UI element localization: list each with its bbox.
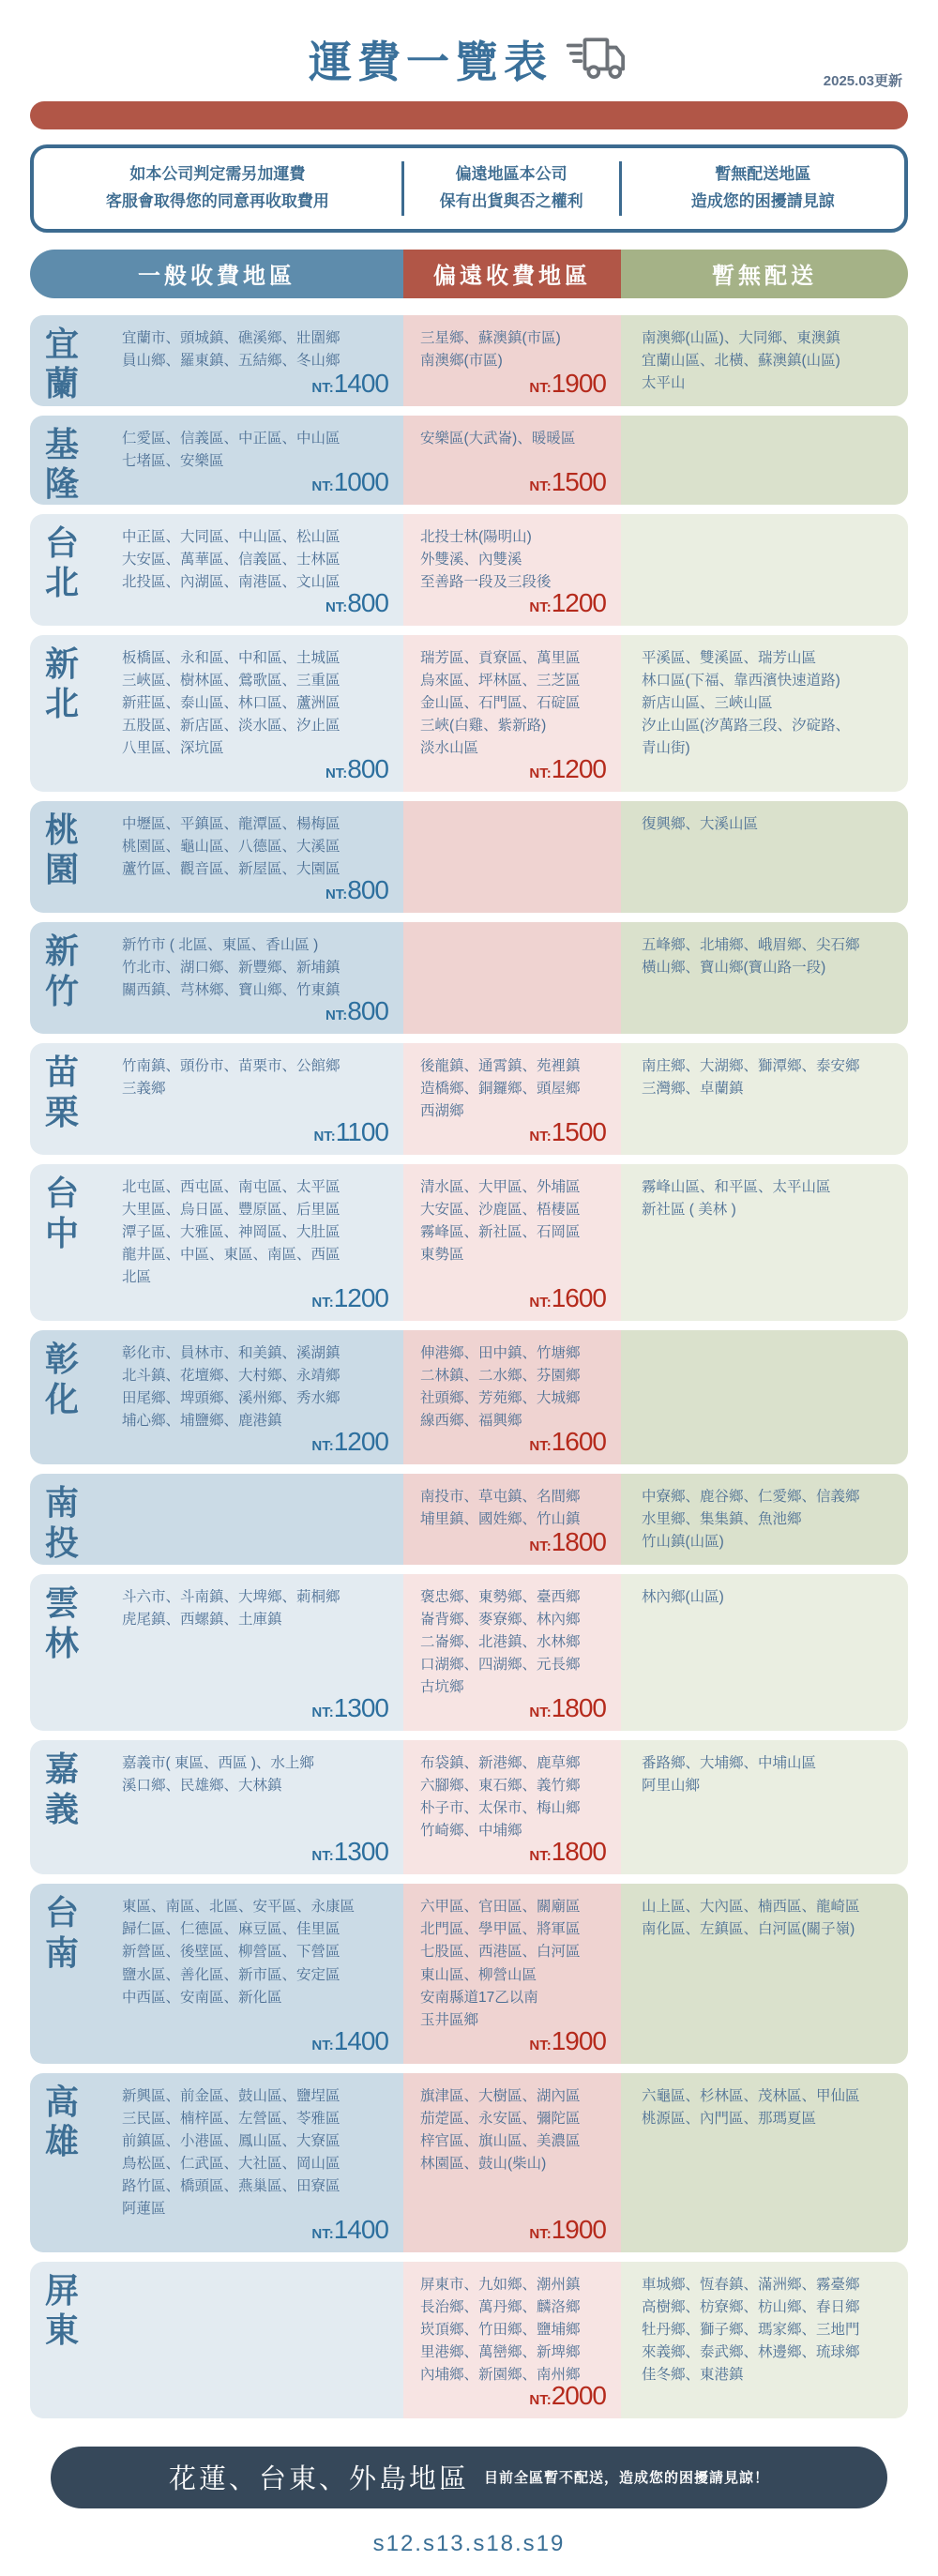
region-row (30, 2073, 908, 2252)
region-label: 宜 蘭 (45, 324, 80, 403)
currency-prefix: NT: (529, 1538, 552, 1555)
region-row (30, 801, 908, 913)
remote-areas: 六甲區、官田區、關廟區 北門區、學甲區、將軍區 七股區、西港區、白河區 東山區、柳營山區 安南縣道17乙以南 玉井區鄉 (420, 1899, 581, 2028)
remote-areas: 清水區、大甲區、外埔區 大安區、沙鹿區、梧棲區 霧峰區、新社區、石岡區 東勢區 (420, 1179, 581, 1264)
remote-price (529, 2215, 606, 2245)
remote-cell (403, 315, 621, 406)
general-areas: 東區、南區、北區、安平區、永康區 歸仁區、仁德區、麻豆區、佳里區 新營區、後壁區、柳營區、下營區 鹽水區、善化區、新市區、安定區 中西區、安南區、新化區 (122, 1899, 356, 2006)
remote-price (529, 1427, 606, 1457)
region-label: 基 隆 (45, 424, 80, 504)
currency-prefix: NT: (311, 1295, 334, 1311)
shipping-fee-page (30, 0, 908, 2557)
note-remote-right (401, 161, 622, 216)
region-label: 新 竹 (45, 932, 80, 1010)
general-cell (30, 416, 403, 505)
note-line: 如本公司判定需另加運費 (129, 165, 306, 183)
remote-price (529, 2026, 606, 2056)
no-delivery-cell (621, 514, 908, 626)
general-cell (30, 1740, 403, 1874)
general-areas (109, 2262, 403, 2418)
remote-cell (403, 1884, 621, 2063)
note-line: 保有出貨與否之權利 (439, 191, 583, 210)
currency-prefix: NT: (529, 599, 552, 615)
remote-cell (403, 1330, 621, 1464)
region-row (30, 514, 908, 626)
remote-areas: 伸港鄉、田中鎮、竹塘鄉 二林鎮、二水鄉、芬園鄉 社頭鄉、芳苑鄉、大城鄉 線西鄉、福興鄉 (420, 1345, 581, 1430)
general-areas: 新興區、前金區、鼓山區、鹽埕區 三民區、楠梓區、左營區、苓雅區 前鎮區、小港區、鳳山區、大寮區 鳥松區、仁武區、大社區、岡山區 路竹區、橋頭區、燕巢區、田寮區 阿蓮區 (122, 2087, 340, 2217)
general-price (325, 996, 388, 1026)
note-no-delivery (622, 161, 905, 216)
price-amount: 800 (347, 996, 388, 1026)
general-cell (30, 514, 403, 626)
no-delivery-areas: 南澳鄉(山區)、大同鄉、東澳鎮 宜蘭山區、北橫、蘇澳鎮(山區) 太平山 (642, 329, 840, 391)
currency-prefix: NT: (529, 765, 552, 781)
price-amount: 1900 (551, 2214, 606, 2244)
column-header-bar (30, 250, 908, 298)
page-title: 運費一覽表 (309, 38, 552, 86)
region-label: 台 中 (45, 1174, 80, 1252)
updated-date: 2025.03更新 (823, 73, 902, 89)
no-delivery-cell (621, 2262, 908, 2418)
price-amount: 1500 (551, 466, 606, 496)
no-delivery-areas (621, 514, 908, 538)
remote-price (529, 2381, 606, 2411)
general-cell (30, 801, 403, 913)
remote-cell (403, 2262, 621, 2418)
no-delivery-areas: 林內鄉(山區) (642, 1589, 724, 1606)
price-amount: 800 (347, 753, 388, 783)
region-row (30, 1474, 908, 1565)
general-cell (30, 2262, 403, 2418)
header-remote-area: 偏遠收費地區 (403, 250, 621, 298)
remote-price (529, 588, 606, 618)
no-delivery-areas: 五峰鄉、北埔鄉、峨眉鄉、尖石鄉 橫山鄉、寶山鄉(寶山路一段) (642, 937, 860, 977)
price-amount: 1400 (333, 368, 388, 398)
region-row (30, 1884, 908, 2063)
currency-prefix: NT: (529, 2037, 552, 2053)
region-label: 南 投 (45, 1483, 80, 1562)
footer-banner (51, 2447, 887, 2508)
footer-note: 目前全區暫不配送，造成您的困擾請見諒！ (484, 2470, 770, 2487)
remote-areas: 褒忠鄉、東勢鄉、臺西鄉 崙背鄉、麥寮鄉、林內鄉 二崙鄉、北港鎮、水林鄉 口湖鄉、四湖鄉、元長鄉 古坑鄉 (420, 1589, 581, 1696)
header-no-delivery: 暫無配送 (621, 250, 908, 298)
remote-cell (403, 922, 621, 1034)
region-row (30, 1164, 908, 1321)
region-row (30, 1574, 908, 1731)
remote-areas: 旗津區、大樹區、湖內區 茄萣區、永安區、彌陀區 梓官區、旗山區、美濃區 林園區、鼓山(柴山) (420, 2087, 581, 2172)
general-cell (30, 2073, 403, 2252)
currency-prefix: NT: (325, 765, 348, 781)
no-delivery-areas: 中寮鄉、鹿谷鄉、仁愛鄉、信義鄉 水里鄉、集集鎮、魚池鄉 竹山鎮(山區) (642, 1489, 860, 1551)
currency-prefix: NT: (313, 1129, 336, 1145)
price-amount: 800 (347, 587, 388, 617)
general-areas: 中壢區、平鎮區、龍潭區、楊梅區 桃園區、龜山區、八德區、大溪區 蘆竹區、觀音區、新屋區、大園區 (122, 815, 340, 878)
general-price (311, 369, 388, 399)
currency-prefix: NT: (311, 2037, 334, 2053)
remote-cell (403, 1474, 621, 1565)
general-cell (30, 315, 403, 406)
general-areas (109, 1474, 403, 1565)
no-delivery-cell (621, 1164, 908, 1321)
note-line: 暫無配送地區 (715, 165, 811, 183)
region-row (30, 2262, 908, 2418)
general-cell (30, 1164, 403, 1321)
currency-prefix: NT: (529, 477, 552, 494)
no-delivery-areas (621, 416, 908, 439)
region-label: 桃 園 (45, 810, 80, 889)
currency-prefix: NT: (529, 1438, 552, 1455)
currency-prefix: NT: (325, 886, 348, 903)
general-cell (30, 1884, 403, 2063)
general-areas: 宜蘭市、頭城鎮、礁溪鄉、壯圍鄉 員山鄉、羅東鎮、五結鄉、冬山鄉 (122, 329, 340, 369)
region-row (30, 315, 908, 406)
no-delivery-areas: 南庄鄉、大湖鄉、獅潭鄉、泰安鄉 三灣鄉、卓蘭鎮 (642, 1058, 860, 1098)
region-label: 嘉 義 (45, 1750, 80, 1828)
price-amount: 1100 (335, 1117, 388, 1147)
price-amount: 1200 (551, 587, 606, 617)
currency-prefix: NT: (311, 2225, 334, 2242)
no-delivery-areas: 霧峰山區、和平區、太平山區 新社區 ( 美林 ) (642, 1179, 831, 1219)
remote-cell (403, 1740, 621, 1874)
currency-prefix: NT: (529, 2225, 552, 2242)
currency-prefix: NT: (311, 1705, 334, 1721)
no-delivery-cell (621, 416, 908, 505)
region-label: 高 雄 (45, 2082, 80, 2161)
price-amount: 1200 (333, 1283, 388, 1313)
region-label: 台 南 (45, 1893, 80, 1972)
no-delivery-cell (621, 1043, 908, 1155)
no-delivery-areas: 山上區、大內區、楠西區、龍崎區 南化區、左鎮區、白河區(關子嶺) (642, 1899, 860, 1938)
price-amount: 1500 (551, 1117, 606, 1147)
general-cell (30, 1330, 403, 1464)
remote-areas (403, 801, 621, 845)
general-price (311, 1427, 388, 1457)
general-cell (30, 1474, 403, 1565)
price-amount: 1900 (551, 368, 606, 398)
general-cell (30, 922, 403, 1034)
notes-box (30, 144, 908, 233)
region-row (30, 1740, 908, 1874)
remote-areas (403, 922, 621, 966)
general-areas: 嘉義市( 東區、西區 )、水上鄉 溪口鄉、民雄鄉、大林鎮 (122, 1755, 314, 1795)
delivery-truck-icon (566, 35, 629, 84)
general-price (311, 1693, 388, 1723)
no-delivery-cell (621, 635, 908, 792)
currency-prefix: NT: (529, 1129, 552, 1145)
general-areas: 中正區、大同區、中山區、松山區 大安區、萬華區、信義區、士林區 北投區、內湖區、南港區、文山區 (122, 528, 340, 590)
currency-prefix: NT: (529, 1848, 552, 1865)
general-price (311, 1837, 388, 1867)
general-areas: 板橋區、永和區、中和區、土城區 三峽區、樹林區、鶯歌區、三重區 新莊區、泰山區、林口區、蘆洲區 五股區、新店區、淡水區、汐止區 八里區、深坑區 (122, 649, 340, 756)
remote-price (529, 1117, 606, 1147)
bottom-caption: s12.s13.s18.s19 (372, 2530, 566, 2556)
no-delivery-cell (621, 922, 908, 1034)
no-delivery-areas: 復興鄉、大溪山區 (642, 815, 759, 832)
remote-cell (403, 1164, 621, 1321)
general-areas: 北屯區、西屯區、南屯區、太平區 大里區、烏日區、豐原區、后里區 潭子區、大雅區、神岡區、大肚區 龍井區、中區、東區、南區、西區 北區 (122, 1179, 340, 1286)
remote-price (529, 369, 606, 399)
fee-table-rows (30, 315, 908, 2418)
note-line: 偏遠地區本公司 (455, 165, 567, 183)
general-areas: 仁愛區、信義區、中正區、中山區 七堵區、安樂區 (122, 430, 340, 469)
remote-cell (403, 514, 621, 626)
price-amount: 1400 (333, 2025, 388, 2055)
general-cell (30, 1043, 403, 1155)
price-amount: 1800 (551, 1527, 606, 1557)
currency-prefix: NT: (311, 1848, 334, 1865)
remote-price (529, 467, 606, 497)
general-price (311, 467, 388, 497)
price-amount: 1000 (333, 466, 388, 496)
price-amount: 1600 (551, 1427, 606, 1457)
remote-price (529, 1527, 606, 1557)
remote-price (529, 1837, 606, 1867)
remote-areas: 布袋鎮、新港鄉、鹿草鄉 六腳鄉、東石鄉、義竹鄉 朴子市、太保市、梅山鄉 竹崎鄉、中埔鄉 (420, 1755, 581, 1840)
price-amount: 1800 (551, 1693, 606, 1723)
region-label: 新 北 (45, 644, 80, 723)
note-line: 客服會取得您的同意再收取費用 (105, 191, 329, 210)
footer-regions: 花蓮、台東、外島地區 (168, 2464, 469, 2495)
no-delivery-cell (621, 1330, 908, 1464)
price-amount: 1300 (333, 1837, 388, 1867)
price-amount: 1200 (333, 1427, 388, 1457)
general-cell (30, 1574, 403, 1731)
price-amount: 1800 (551, 1837, 606, 1867)
no-delivery-cell (621, 1884, 908, 2063)
price-amount: 1200 (551, 753, 606, 783)
no-delivery-cell (621, 1574, 908, 1731)
no-delivery-cell (621, 315, 908, 406)
general-price (311, 2026, 388, 2056)
general-price (325, 588, 388, 618)
remote-price (529, 754, 606, 784)
remote-cell (403, 635, 621, 792)
remote-areas: 屏東市、九如鄉、潮州鎮 長治鄉、萬丹鄉、麟洛鄉 崁頂鄉、竹田鄉、鹽埔鄉 里港鄉、萬巒鄉、新埤鄉 內埔鄉、新園鄉、南州鄉 (420, 2276, 581, 2383)
remote-price (529, 1693, 606, 1723)
remote-cell (403, 2073, 621, 2252)
region-label: 雲 林 (45, 1583, 80, 1662)
remote-cell (403, 801, 621, 913)
region-row (30, 635, 908, 792)
currency-prefix: NT: (325, 1008, 348, 1024)
currency-prefix: NT: (529, 2391, 552, 2408)
general-areas: 斗六市、斗南鎮、大埤鄉、莿桐鄉 虎尾鎮、西螺鎮、土庫鎮 (122, 1589, 340, 1629)
note-extra-fee (34, 161, 401, 216)
region-label: 彰 化 (45, 1340, 80, 1418)
no-delivery-areas: 平溪區、雙溪區、瑞芳山區 林口區(下福、靠西濱快速道路) 新店山區、三峽山區 汐止山區(汐萬路三段、汐碇路、 青山街) (642, 649, 851, 756)
general-price (325, 875, 388, 905)
currency-prefix: NT: (311, 477, 334, 494)
currency-prefix: NT: (311, 1438, 334, 1455)
no-delivery-cell (621, 1474, 908, 1565)
header-general-area: 一般收費地區 (30, 250, 403, 298)
general-areas: 竹南鎮、頭份市、苗栗市、公館鄉 三義鄉 (122, 1058, 340, 1098)
general-areas: 彰化市、員林市、和美鎮、溪湖鎮 北斗鎮、花壇鄉、大村鄉、永靖鄉 田尾鄉、埤頭鄉、溪州鄉、秀水鄉 埔心鄉、埔鹽鄉、鹿港鎮 (122, 1345, 340, 1430)
price-amount: 1600 (551, 1283, 606, 1313)
no-delivery-areas: 車城鄉、恆春鎮、滿洲鄉、霧臺鄉 高樹鄉、枋寮鄉、枋山鄉、春日鄉 牡丹鄉、獅子鄉、瑪家鄉、三地門 來義鄉、泰武鄉、林邊鄉、琉球鄉 佳冬鄉、東港鎮 (642, 2276, 860, 2383)
note-line: 造成您的困擾請見諒 (690, 191, 835, 210)
currency-prefix: NT: (529, 1295, 552, 1311)
general-price (311, 2215, 388, 2245)
red-divider-bar (30, 101, 908, 129)
no-delivery-areas: 番路鄉、大埔鄉、中埔山區 阿里山鄉 (642, 1755, 817, 1795)
remote-areas: 三星鄉、蘇澳鎮(市區) 南澳鄉(市區) (420, 329, 561, 369)
region-row (30, 1330, 908, 1464)
remote-areas: 北投士林(陽明山) 外雙溪、內雙溪 至善路一段及三段後 (420, 528, 552, 590)
no-delivery-cell (621, 2073, 908, 2252)
remote-price (529, 1283, 606, 1313)
price-amount: 1300 (333, 1693, 388, 1723)
price-amount: 2000 (551, 2380, 606, 2410)
currency-prefix: NT: (529, 379, 552, 396)
region-row (30, 416, 908, 505)
remote-cell (403, 1043, 621, 1155)
price-amount: 1400 (333, 2214, 388, 2244)
no-delivery-cell (621, 1740, 908, 1874)
currency-prefix: NT: (311, 379, 334, 396)
no-delivery-cell (621, 801, 908, 913)
remote-areas: 安樂區(大武崙)、暖暖區 (420, 430, 576, 447)
region-label: 苗 栗 (45, 1053, 80, 1131)
currency-prefix: NT: (325, 599, 348, 615)
remote-cell (403, 416, 621, 505)
currency-prefix: NT: (529, 1705, 552, 1721)
general-price (313, 1117, 388, 1147)
remote-areas: 後龍鎮、通霄鎮、苑裡鎮 造橋鄉、銅鑼鄉、頭屋鄉 西湖鄉 (420, 1058, 581, 1120)
general-price (325, 754, 388, 784)
region-label: 台 北 (45, 523, 80, 602)
general-areas: 新竹市 ( 北區、東區、香山區 ) 竹北市、湖口鄉、新豐鄉、新埔鎮 關西鎮、芎林鄉、寶山鄉、竹東鎮 (122, 937, 340, 999)
region-label: 屏 東 (45, 2270, 80, 2350)
remote-cell (403, 1574, 621, 1731)
price-amount: 1900 (551, 2025, 606, 2055)
remote-areas: 瑞芳區、貢寮區、萬里區 烏來區、坪林區、三芝區 金山區、石門區、石碇區 三峽(白雞、紫新路) 淡水山區 (420, 649, 581, 756)
region-row (30, 922, 908, 1034)
no-delivery-areas (621, 1330, 908, 1354)
price-amount: 800 (347, 875, 388, 905)
title-row (30, 24, 908, 94)
general-cell (30, 635, 403, 792)
remote-areas: 南投市、草屯鎮、名間鄉 埔里鎮、國姓鄉、竹山鎮 (420, 1489, 581, 1528)
region-row (30, 1043, 908, 1155)
general-price (311, 1283, 388, 1313)
no-delivery-areas: 六龜區、杉林區、茂林區、甲仙區 桃源區、內門區、那瑪夏區 (642, 2087, 860, 2127)
